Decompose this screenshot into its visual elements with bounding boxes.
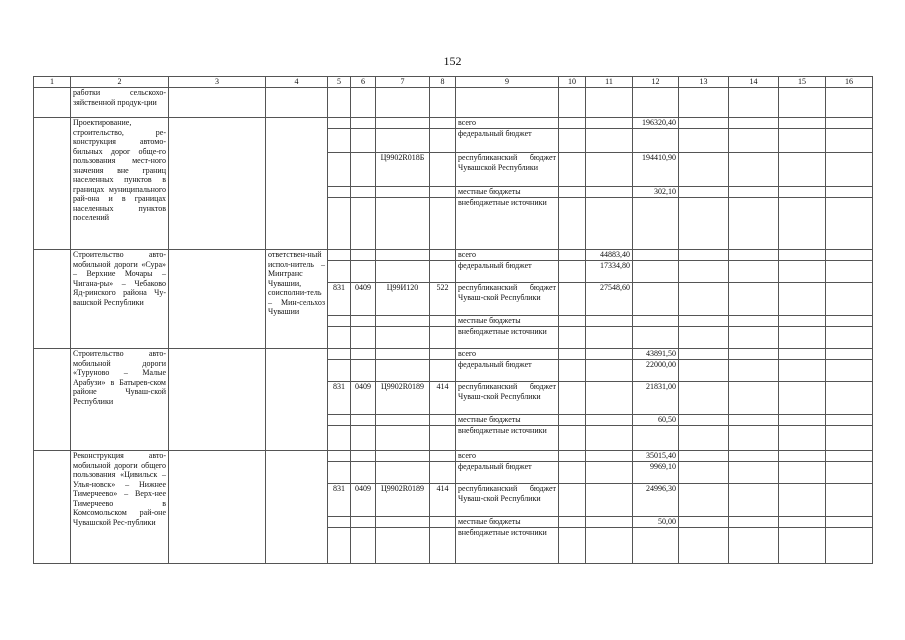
page-number: 152 xyxy=(443,54,462,68)
amount-col12: 50,00 xyxy=(633,517,679,528)
funding-source: республиканский бюджет Чувашской Республики xyxy=(456,153,559,187)
amount-col11 xyxy=(586,187,633,198)
code-expense-type: 522 xyxy=(430,283,456,316)
header-cell: 4 xyxy=(266,77,328,88)
code-target-article: Ц9902R018Б xyxy=(376,153,430,187)
amount-col11 xyxy=(586,118,633,129)
amount-col11 xyxy=(586,426,633,451)
header-cell: 5 xyxy=(328,77,351,88)
funding-source: местные бюджеты xyxy=(456,517,559,528)
header-cell: 14 xyxy=(729,77,779,88)
amount-col11 xyxy=(586,129,633,153)
responsible-executor: ответствен-ный испол-нитель – Минтранс Чувашии, соисполни-тель – Мин-сельхоз Чувашии xyxy=(266,250,328,349)
measure-name: работки сельскохо-зяйственной продук-ции xyxy=(71,88,169,118)
funding-source: всего xyxy=(456,250,559,261)
amount-col11 xyxy=(586,327,633,349)
measure-name: Строительство авто-мобильной дороги «Туруново – Малые Арабузи» в Батырев-ском районе Чуваш-ской Республики xyxy=(71,349,169,451)
amount-col12: 22000,00 xyxy=(633,360,679,382)
amount-col12 xyxy=(633,283,679,316)
table-row xyxy=(34,349,873,360)
amount-col11 xyxy=(586,316,633,327)
amount-col12 xyxy=(633,528,679,564)
budget-table xyxy=(33,76,873,564)
amount-col11 xyxy=(586,382,633,415)
header-cell: 13 xyxy=(679,77,729,88)
amount-col12: 302,10 xyxy=(633,187,679,198)
amount-col11 xyxy=(586,360,633,382)
funding-source: федеральный бюджет xyxy=(456,261,559,283)
amount-col12: 35015,40 xyxy=(633,451,679,462)
amount-col12 xyxy=(633,129,679,153)
code-expense-type: 414 xyxy=(430,382,456,415)
header-cell: 9 xyxy=(456,77,559,88)
measure-name: Строительство авто-мобильной дороги «Сура» – Верхние Мочары – Чигана-ры» – Чебаково Яд-ринского района Чу-вашской Республики xyxy=(71,250,169,349)
code-section: 0409 xyxy=(351,484,376,517)
funding-source: федеральный бюджет xyxy=(456,360,559,382)
amount-col12: 196320,40 xyxy=(633,118,679,129)
table-row xyxy=(34,250,873,261)
amount-col11 xyxy=(586,462,633,484)
funding-source: всего xyxy=(456,118,559,129)
code-target-article: Ц99И120 xyxy=(376,283,430,316)
funding-source: внебюджетные источники xyxy=(456,426,559,451)
funding-source: республиканский бюджет Чуваш-ской Республики xyxy=(456,484,559,517)
funding-source: местные бюджеты xyxy=(456,187,559,198)
table-row xyxy=(34,451,873,462)
amount-col12 xyxy=(633,261,679,283)
measure-name: Реконструкция авто-мобильной дороги общего пользования «Цивильск – Улья-новск» – Нижнее Тимерчеево» – Верх-нее Тимерчеево в Комсомольском рай-оне Чувашской Рес-публики xyxy=(71,451,169,564)
amount-col12 xyxy=(633,316,679,327)
header-row xyxy=(34,77,873,88)
funding-source: всего xyxy=(456,451,559,462)
amount-col11 xyxy=(586,349,633,360)
amount-col11 xyxy=(586,415,633,426)
amount-col11 xyxy=(586,451,633,462)
amount-col11 xyxy=(586,528,633,564)
code-grbs: 831 xyxy=(328,484,351,517)
table-row xyxy=(34,118,873,129)
funding-source: местные бюджеты xyxy=(456,316,559,327)
header-cell: 3 xyxy=(169,77,266,88)
header-cell: 12 xyxy=(633,77,679,88)
header-cell: 10 xyxy=(559,77,586,88)
funding-source: местные бюджеты xyxy=(456,415,559,426)
header-cell: 11 xyxy=(586,77,633,88)
header-cell: 8 xyxy=(430,77,456,88)
funding-source: федеральный бюджет xyxy=(456,129,559,153)
code-target-article: Ц9902R0189 xyxy=(376,382,430,415)
code-section: 0409 xyxy=(351,382,376,415)
amount-col11 xyxy=(586,484,633,517)
header-cell: 6 xyxy=(351,77,376,88)
measure-name: Проектирование, строительство, ре-конструкция автомо-бильных дорог обще-го пользования мест-ного значения вне границ населенных пунктов в границах муниципального рай-она и в границах населенных пунктов поселений xyxy=(71,118,169,250)
header-cell: 7 xyxy=(376,77,430,88)
code-grbs: 831 xyxy=(328,283,351,316)
code-grbs: 831 xyxy=(328,382,351,415)
amount-col12: 43891,50 xyxy=(633,349,679,360)
header-cell: 1 xyxy=(34,77,71,88)
amount-col12: 60,50 xyxy=(633,415,679,426)
code-target-article: Ц9902R0189 xyxy=(376,484,430,517)
code-section: 0409 xyxy=(351,283,376,316)
amount-col12: 9969,10 xyxy=(633,462,679,484)
funding-source: республиканский бюджет Чуваш-ской Республики xyxy=(456,283,559,316)
amount-col11 xyxy=(586,153,633,187)
amount-col11 xyxy=(586,198,633,250)
funding-source: всего xyxy=(456,349,559,360)
continuation-row xyxy=(34,88,873,118)
amount-col11: 27548,60 xyxy=(586,283,633,316)
header-cell: 15 xyxy=(779,77,826,88)
amount-col11: 17334,80 xyxy=(586,261,633,283)
amount-col11: 44883,40 xyxy=(586,250,633,261)
funding-source: внебюджетные источники xyxy=(456,528,559,564)
amount-col12 xyxy=(633,426,679,451)
funding-source: внебюджетные источники xyxy=(456,198,559,250)
amount-col12: 24996,30 xyxy=(633,484,679,517)
amount-col12: 21831,00 xyxy=(633,382,679,415)
amount-col11 xyxy=(586,517,633,528)
funding-source: внебюджетные источники xyxy=(456,327,559,349)
header-cell: 2 xyxy=(71,77,169,88)
amount-col12 xyxy=(633,250,679,261)
amount-col12: 194410,90 xyxy=(633,153,679,187)
code-expense-type: 414 xyxy=(430,484,456,517)
funding-source: республиканский бюджет Чуваш-ской Республики xyxy=(456,382,559,415)
amount-col12 xyxy=(633,327,679,349)
header-cell: 16 xyxy=(826,77,873,88)
funding-source: федеральный бюджет xyxy=(456,462,559,484)
amount-col12 xyxy=(633,198,679,250)
